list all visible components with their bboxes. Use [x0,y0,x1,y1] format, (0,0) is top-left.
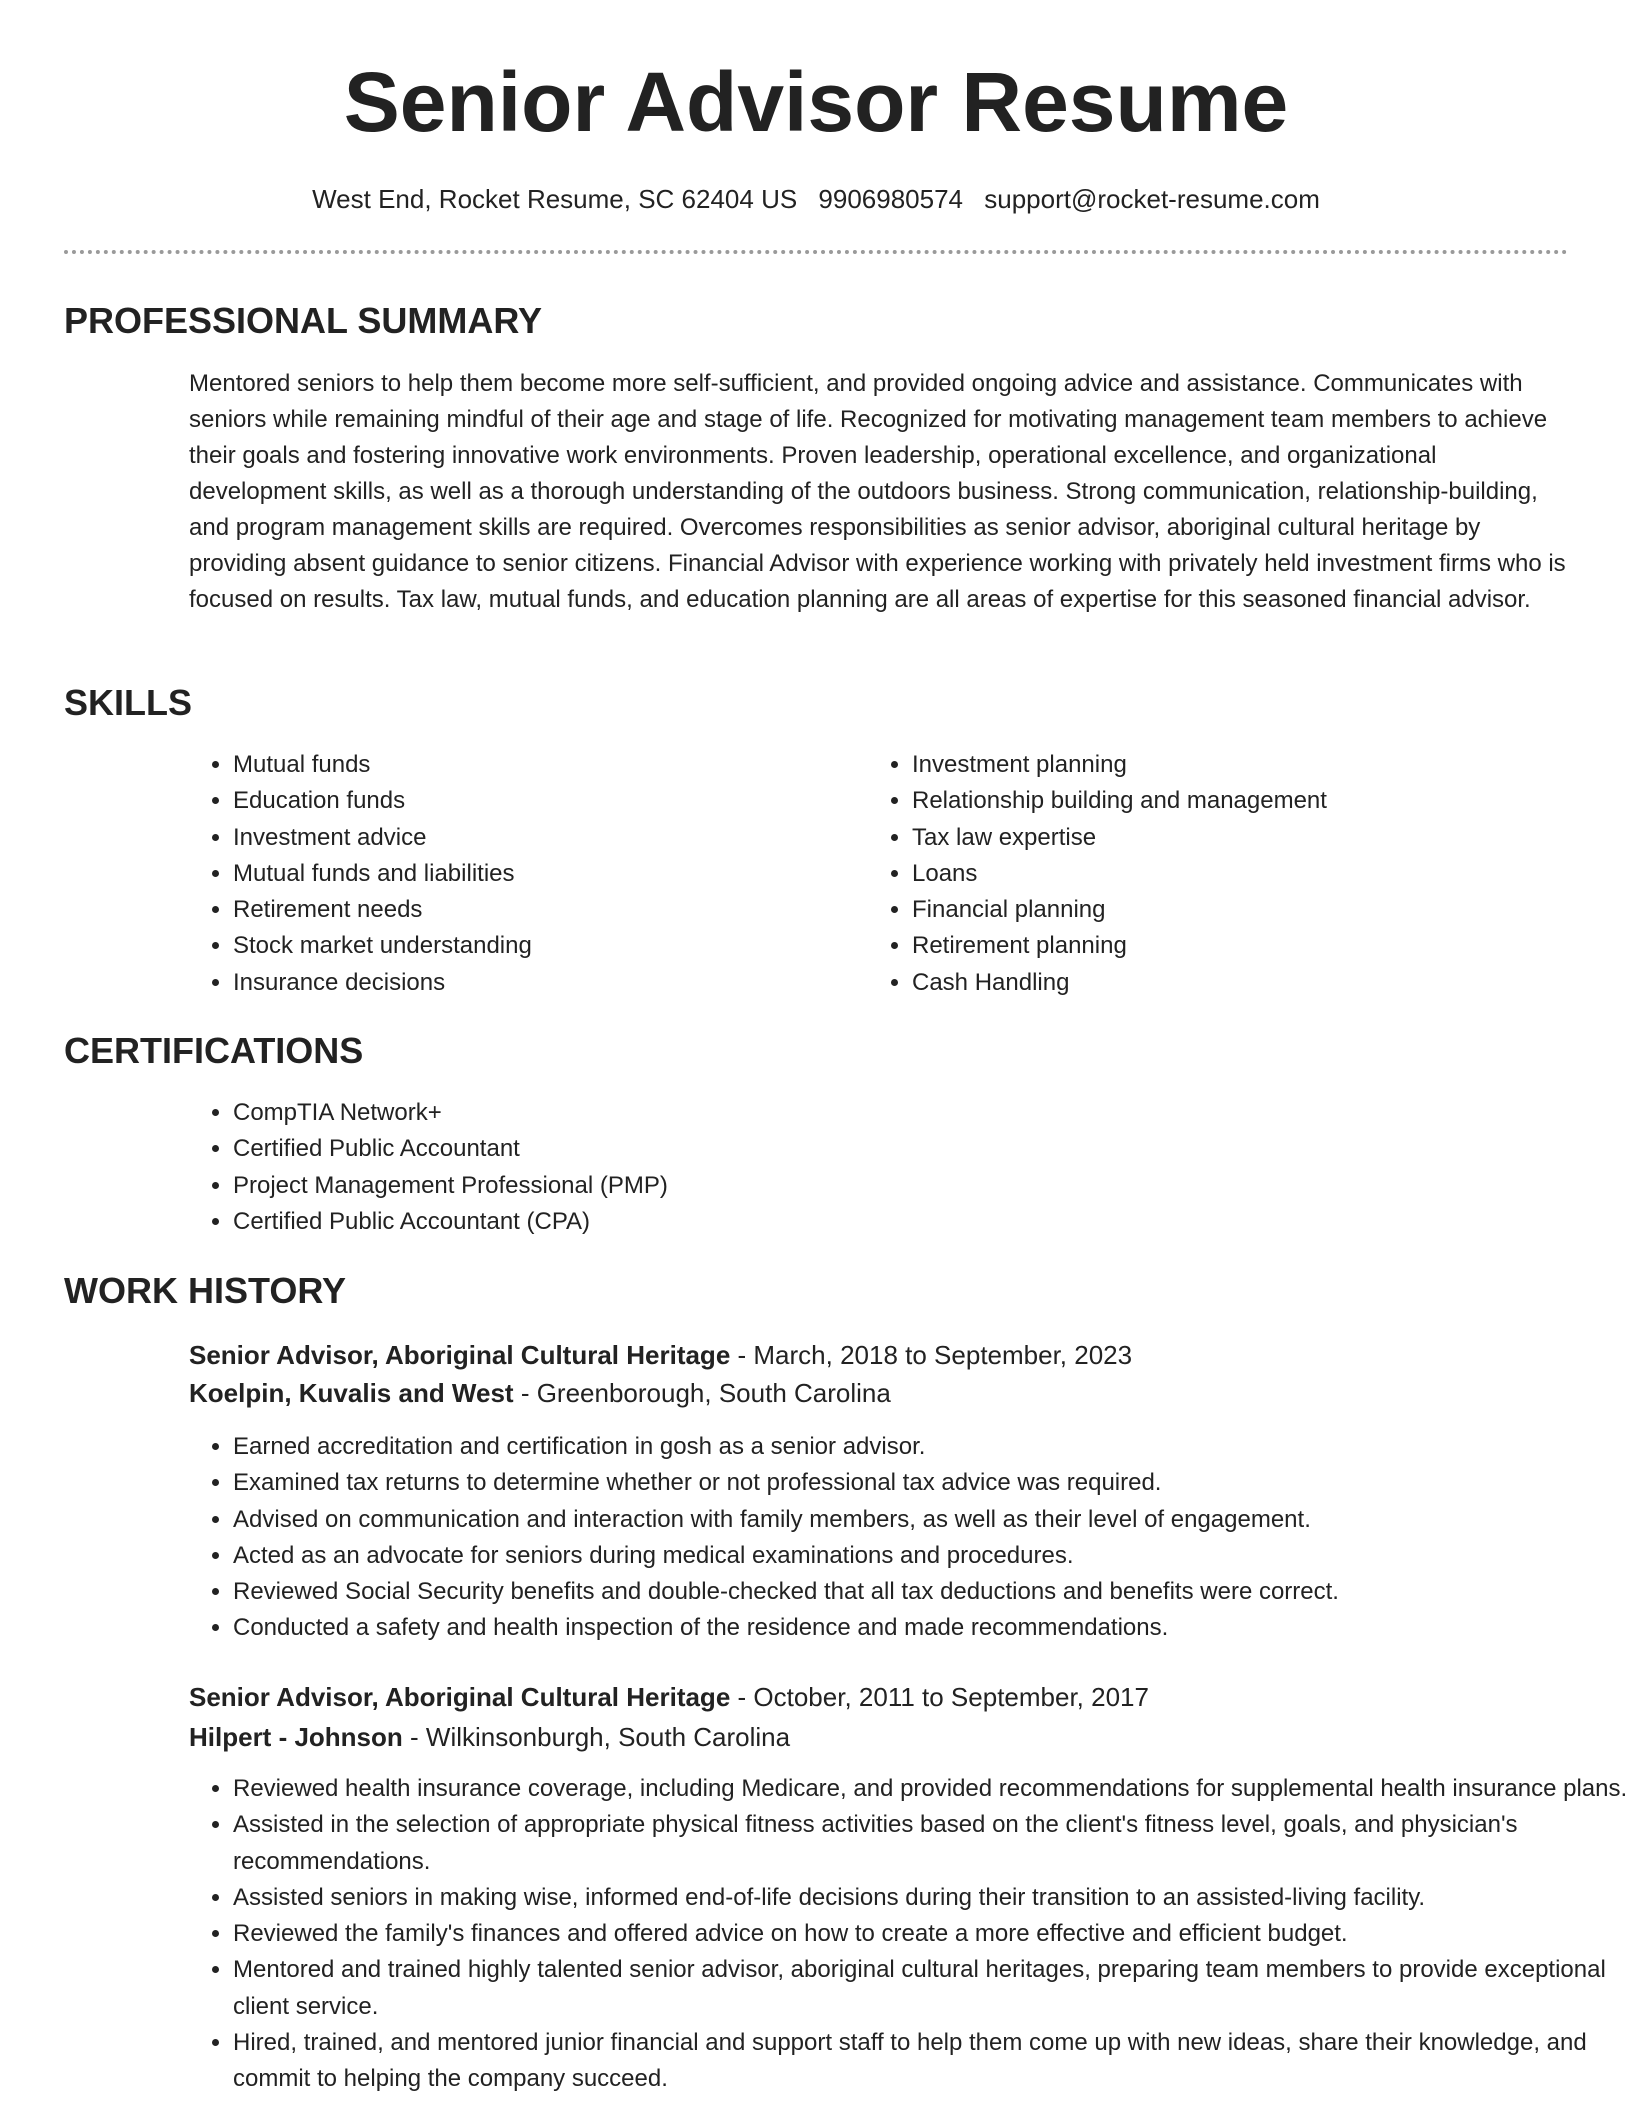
job-company: Koelpin, Kuvalis and West [189,1378,514,1408]
job-duty: • Reviewed health insurance coverage, including Medicare, and provided recommendations for supplemental health insurance plans. [233,1771,1632,1807]
certification-item: • Certified Public Accountant (CPA) [233,1204,1133,1240]
certifications-heading: CERTIFICATIONS [64,1030,364,1071]
job-duties-list [189,1429,1632,1647]
job-duty: • Assisted seniors in making wise, informed end-of-life decisions during their transition to an assisted-living facility. [233,1880,1632,1916]
skill-item: • Relationship building and management [912,783,1562,819]
job-duty: • Conducted a safety and health inspection of the residence and made recommendations. [233,1610,1632,1646]
job-duty: • Acted as an advocate for seniors during medical examinations and procedures. [233,1538,1632,1574]
skill-item: • Insurance decisions [233,965,833,1001]
header-divider [64,250,1568,254]
summary-heading: PROFESSIONAL SUMMARY [64,300,543,341]
job-title-line [189,1336,1132,1374]
job-duty: • Advised on communication and interaction with family members, as well as their level of engagement. [233,1502,1632,1538]
certification-item: • Certified Public Accountant [233,1131,1133,1167]
certification-item: • Project Management Professional (PMP) [233,1168,1133,1204]
job-title-line [189,1678,1149,1716]
job-duties-list [189,1771,1632,2098]
skill-item: • Cash Handling [912,965,1562,1001]
work-history-heading: WORK HISTORY [64,1270,347,1311]
job-position: Senior Advisor, Aboriginal Cultural Heritage [189,1340,731,1370]
job-company-line [189,1718,790,1756]
contact-phone: 9906980574 [818,184,964,214]
skill-item: • Mutual funds and liabilities [233,856,833,892]
skills-heading: SKILLS [64,682,193,723]
skill-item: • Loans [912,856,1562,892]
skill-item: • Retirement planning [912,928,1562,964]
job-duty: • Reviewed Social Security benefits and double-checked that all tax deductions and benefits were correct. [233,1574,1632,1610]
job-dates: - October, 2011 to September, 2017 [737,1682,1149,1712]
job-dates: - March, 2018 to September, 2023 [737,1340,1133,1370]
job-company-line [189,1374,891,1412]
skill-item: • Retirement needs [233,892,833,928]
skills-list-right [868,747,1562,1001]
contact-email: support@rocket-resume.com [984,184,1320,214]
job-duty: • Earned accreditation and certification in gosh as a senior advisor. [233,1429,1632,1465]
skill-item: • Tax law expertise [912,820,1562,856]
skill-item: • Stock market understanding [233,928,833,964]
skill-item: • Financial planning [912,892,1562,928]
job-position: Senior Advisor, Aboriginal Cultural Heritage [189,1682,731,1712]
certification-item: • CompTIA Network+ [233,1095,1133,1131]
summary-text: Mentored seniors to help them become more self-sufficient, and provided ongoing advice and assistance. Communicates with seniors while remaining mindful of their age and stage of life. Recognized for motivating management team members to achieve their goals and fostering innovative work environments. Proven leadership, operational excellence, and organizational development skills, as well as a thorough understanding of the outdoors business. Strong communication, relationship-building, and program management skills are required. Overcomes responsibilities as senior advisor, aboriginal cultural heritage by providing absent guidance to senior citizens. Financial Advisor with experience working with privately held investment firms who is focused on results. Tax law, mutual funds, and education planning are all areas of expertise for this seasoned financial advisor. [189,370,1566,613]
job-duty: • Mentored and trained highly talented senior advisor, aboriginal cultural heritages, preparing team members to provide exceptional client service. [233,1952,1632,2025]
resume-title: Senior Advisor Resume [343,55,1289,149]
job-company: Hilpert - Johnson [189,1722,403,1752]
job-duty: • Examined tax returns to determine whether or not professional tax advice was required. [233,1465,1632,1501]
contact-address: West End, Rocket Resume, SC 62404 US [312,184,798,214]
skill-item: • Investment planning [912,747,1562,783]
contact-line [0,182,1632,216]
job-duty: • Hired, trained, and mentored junior financial and support staff to help them come up with new ideas, share their knowledge, and commit to helping the company succeed. [233,2025,1632,2098]
certifications-list [189,1095,1133,1240]
skill-item: • Education funds [233,783,833,819]
job-location: - Greenborough, South Carolina [520,1378,891,1408]
skills-list-left [189,747,833,1001]
skill-item: • Investment advice [233,820,833,856]
job-duty: • Reviewed the family's finances and offered advice on how to create a more effective and efficient budget. [233,1916,1632,1952]
job-location: - Wilkinsonburgh, South Carolina [410,1722,791,1752]
job-duty: • Assisted in the selection of appropriate physical fitness activities based on the client's fitness level, goals, and physician's recommendations. [233,1807,1632,1880]
skill-item: • Mutual funds [233,747,833,783]
